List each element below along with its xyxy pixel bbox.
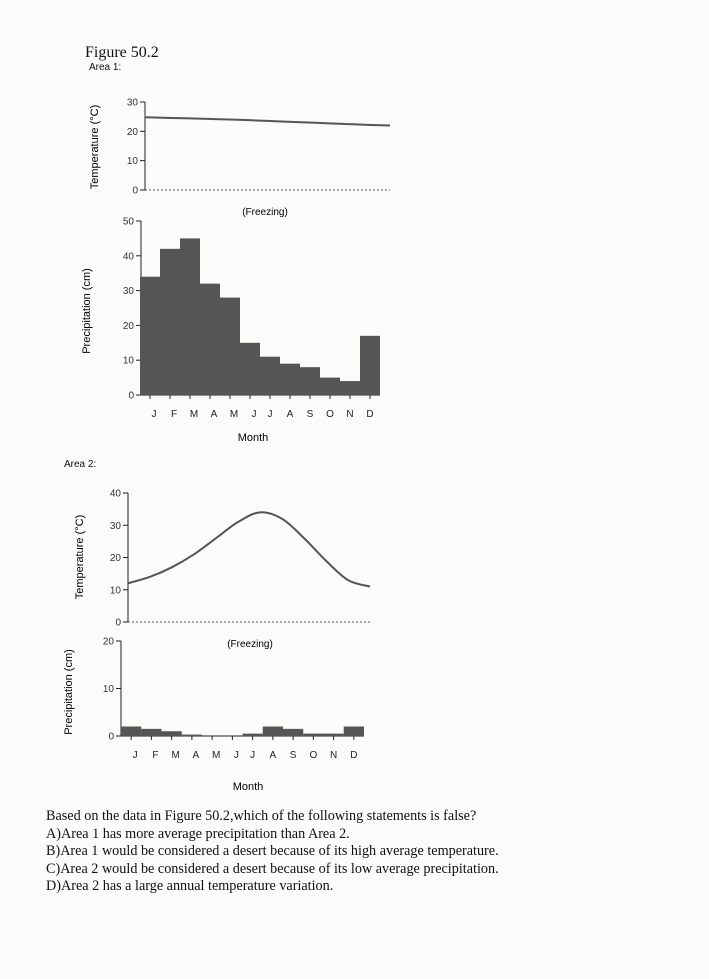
area2-precip-ylabel: Precipitation (cm): [63, 649, 75, 735]
area2-temp-ytick-label-2: 20: [109, 553, 121, 564]
area2-temp-ylabel: Temperature (°C): [74, 514, 86, 600]
area2-precip-xtick-label-2: M: [171, 750, 180, 761]
area2-precip-xtick-label-5: J: [233, 750, 239, 761]
area1-temp-ytick-label-3: 30: [126, 97, 138, 109]
area1-precip-xtick-label-7: A: [286, 409, 294, 420]
area1-temperature-chart: [89, 98, 390, 219]
area1-precip-bar-4: [220, 298, 240, 395]
area1-temp-ylabel: Temperature (°C): [89, 104, 101, 190]
area2-month-xlabel: Month: [232, 781, 264, 793]
area1-temp-ytick-label-1: 10: [126, 156, 138, 168]
area2-precip-xtick-label-7: A: [269, 750, 277, 761]
area2-precip-bar-2: [162, 731, 182, 736]
area1-precip-bar-9: [320, 378, 340, 395]
area1-precip-xtick-label-11: D: [366, 409, 374, 420]
area1-precip-ytick-label-5: 50: [122, 216, 134, 228]
area2-temp-series-line: [128, 512, 370, 586]
area2-temp-ytick-label-0: 0: [115, 617, 121, 629]
area1-precipitation-chart: [81, 217, 380, 445]
area1-precip-bar-1: [160, 249, 180, 395]
area2-precip-xtick-label-11: D: [350, 750, 358, 761]
area1-precip-xtick-label-10: N: [346, 409, 354, 420]
area2-precip-xtick-label-4: M: [211, 750, 221, 761]
area2-precip-bar-0: [121, 727, 141, 737]
area2-temp-ytick-label-3: 30: [109, 520, 121, 532]
area2-precip-ytick-label-1: 10: [102, 684, 114, 695]
area2-temp-ytick-label-1: 10: [109, 585, 121, 597]
area1-precip-xtick-label-9: O: [326, 409, 334, 420]
area1-month-xlabel: Month: [237, 432, 269, 444]
area2-precipitation-chart: [63, 637, 364, 794]
area1-precip-ytick-label-2: 20: [122, 320, 134, 332]
area2-precip-ytick-label-2: 20: [102, 636, 114, 648]
area-2-label: Area 2:: [64, 459, 97, 470]
area2-precip-bar-1: [141, 729, 161, 736]
area1-precip-xtick-label-1: F: [170, 409, 178, 420]
area2-precip-xtick-label-9: O: [309, 750, 318, 761]
area2-temp-ytick-label-4: 40: [109, 488, 121, 500]
area1-precip-ytick-label-3: 30: [122, 286, 134, 298]
area1-precip-xtick-label-8: S: [306, 409, 314, 420]
area2-precip-ytick-label-0: 0: [108, 731, 114, 743]
area1-precip-ytick-label-4: 40: [122, 251, 134, 263]
area2-temperature-chart: [74, 489, 370, 651]
area-1-label: Area 1:: [89, 62, 122, 73]
area2-precip-bar-7: [263, 727, 283, 737]
area1-precip-bar-8: [300, 367, 320, 395]
area1-freezing-label: (Freezing): [242, 207, 288, 218]
area1-precip-bar-0: [140, 277, 160, 395]
option-a[interactable]: A)Area 1 has more average precipitation than Area 2.: [46, 825, 350, 842]
area2-freezing-label: (Freezing): [227, 639, 273, 650]
area1-precip-bar-7: [280, 364, 300, 395]
area1-precip-xtick-label-4: M: [229, 409, 239, 420]
option-c[interactable]: C)Area 2 would be considered a desert because of its low average precipitation.: [46, 860, 499, 877]
area2-precip-xtick-label-6: J: [250, 750, 256, 761]
question-stem: Based on the data in Figure 50.2,which of the following statements is false?: [46, 808, 477, 824]
area1-precip-xtick-label-3: A: [210, 409, 218, 420]
area1-precip-ylabel: Precipitation (cm): [81, 268, 93, 354]
area2-precip-bar-10: [324, 734, 344, 736]
area2-precip-bar-11: [344, 727, 364, 737]
area1-precip-bar-10: [340, 381, 360, 395]
area1-precip-xtick-label-0: J: [151, 409, 157, 420]
area1-precip-bar-3: [200, 284, 220, 395]
area1-temp-series-line: [145, 117, 390, 125]
question-block: [46, 808, 666, 896]
area1-precip-xtick-label-5: J: [251, 409, 257, 420]
area1-precip-ytick-label-0: 0: [128, 390, 134, 402]
area2-precip-xtick-label-10: N: [330, 750, 338, 761]
area1-precip-bar-2: [180, 238, 200, 395]
area1-precip-xtick-label-2: M: [189, 409, 199, 420]
area1-temp-ytick-label-0: 0: [132, 185, 138, 197]
area1-precip-ytick-label-1: 10: [122, 355, 134, 367]
option-b[interactable]: B)Area 1 would be considered a desert because of its high average temperature.: [46, 843, 499, 859]
area1-precip-bar-11: [360, 336, 380, 395]
area1-precip-bar-6: [260, 357, 280, 395]
area2-precip-xtick-label-8: S: [289, 750, 297, 761]
area1-temp-ytick-label-2: 20: [126, 126, 138, 138]
area1-precip-xtick-label-6: J: [267, 409, 273, 420]
area2-precip-bar-9: [303, 734, 323, 736]
area2-precip-xtick-label-1: F: [152, 750, 159, 761]
area2-precip-bar-3: [182, 735, 202, 736]
figure-title: Figure 50.2: [85, 44, 159, 61]
area1-precip-bar-5: [240, 343, 260, 395]
area2-precip-xtick-label-0: J: [132, 750, 138, 761]
area2-precip-bar-8: [283, 729, 303, 736]
option-d[interactable]: D)Area 2 has a large annual temperature variation.: [46, 878, 334, 894]
area2-precip-bar-6: [243, 734, 263, 736]
area2-precip-xtick-label-3: A: [192, 750, 200, 761]
